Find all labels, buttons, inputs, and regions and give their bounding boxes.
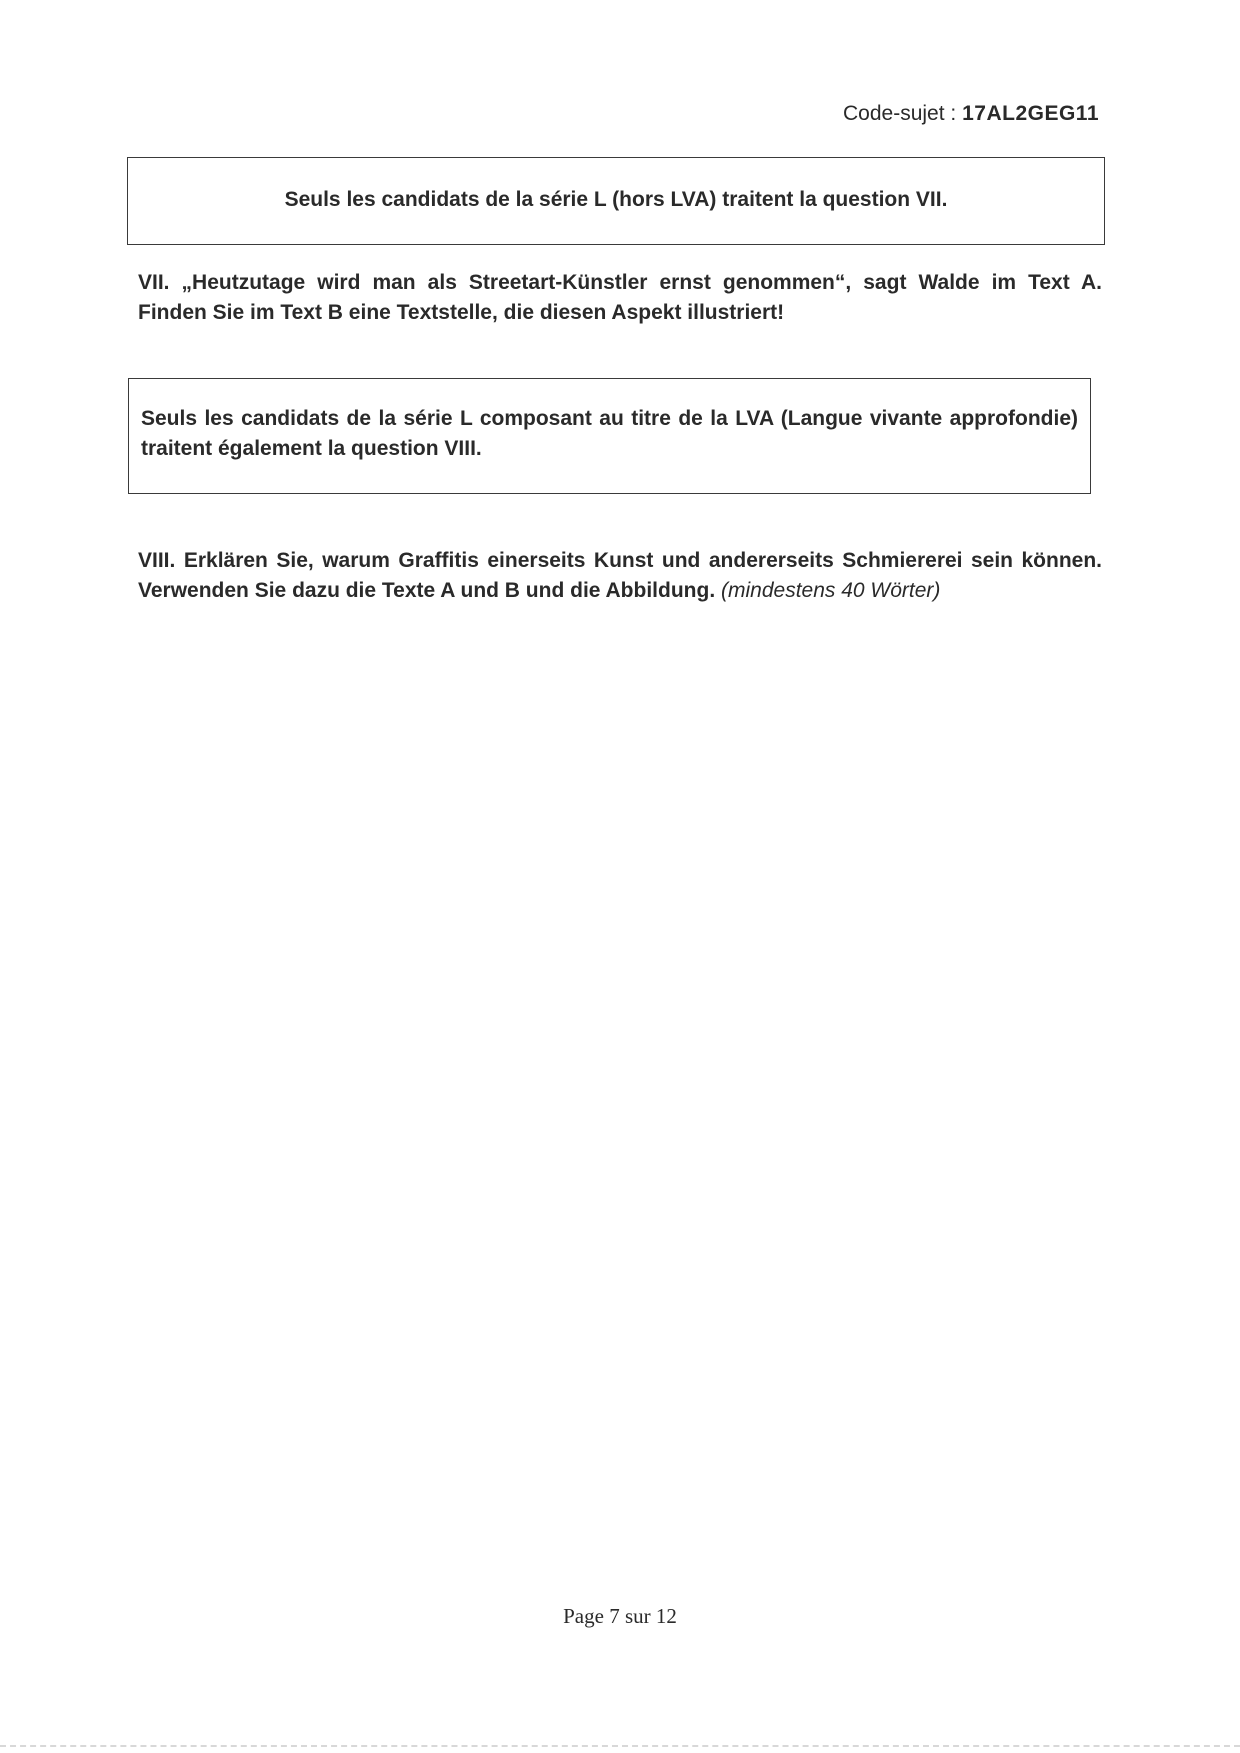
question-8-text: VIII. Erklären Sie, warum Graffitis einerseits Kunst und andererseits Schmiererei sein können. Verwenden Sie dazu die Texte A und B und die Abbildung. [138,549,1102,602]
question-8 [138,546,1102,606]
notice-box-question-7 [127,157,1105,245]
page-number-label: Page 7 sur 12 [563,1604,677,1628]
notice-text-question-8: Seuls les candidats de la série L composant au titre de la LVA (Langue vivante approfondie) traitent également la question VIII. [141,407,1078,460]
question-8-word-count-hint: (mindestens 40 Wörter) [721,579,941,602]
question-7-text: VII. „Heutzutage wird man als Streetart-Künstler ernst genommen“, sagt Walde im Text A. Finden Sie im Text B eine Textstelle, die diesen Aspekt illustriert! [138,271,1102,324]
code-sujet [843,102,1099,126]
code-sujet-label: Code-sujet : [843,102,957,125]
notice-text-question-7: Seuls les candidats de la série L (hors LVA) traitent la question VII. [284,188,948,211]
scan-artifact-line [0,1745,1240,1747]
code-sujet-value: 17AL2GEG11 [962,102,1099,125]
notice-box-question-8 [128,378,1091,494]
page-number [0,1604,1240,1629]
question-7 [138,268,1102,328]
